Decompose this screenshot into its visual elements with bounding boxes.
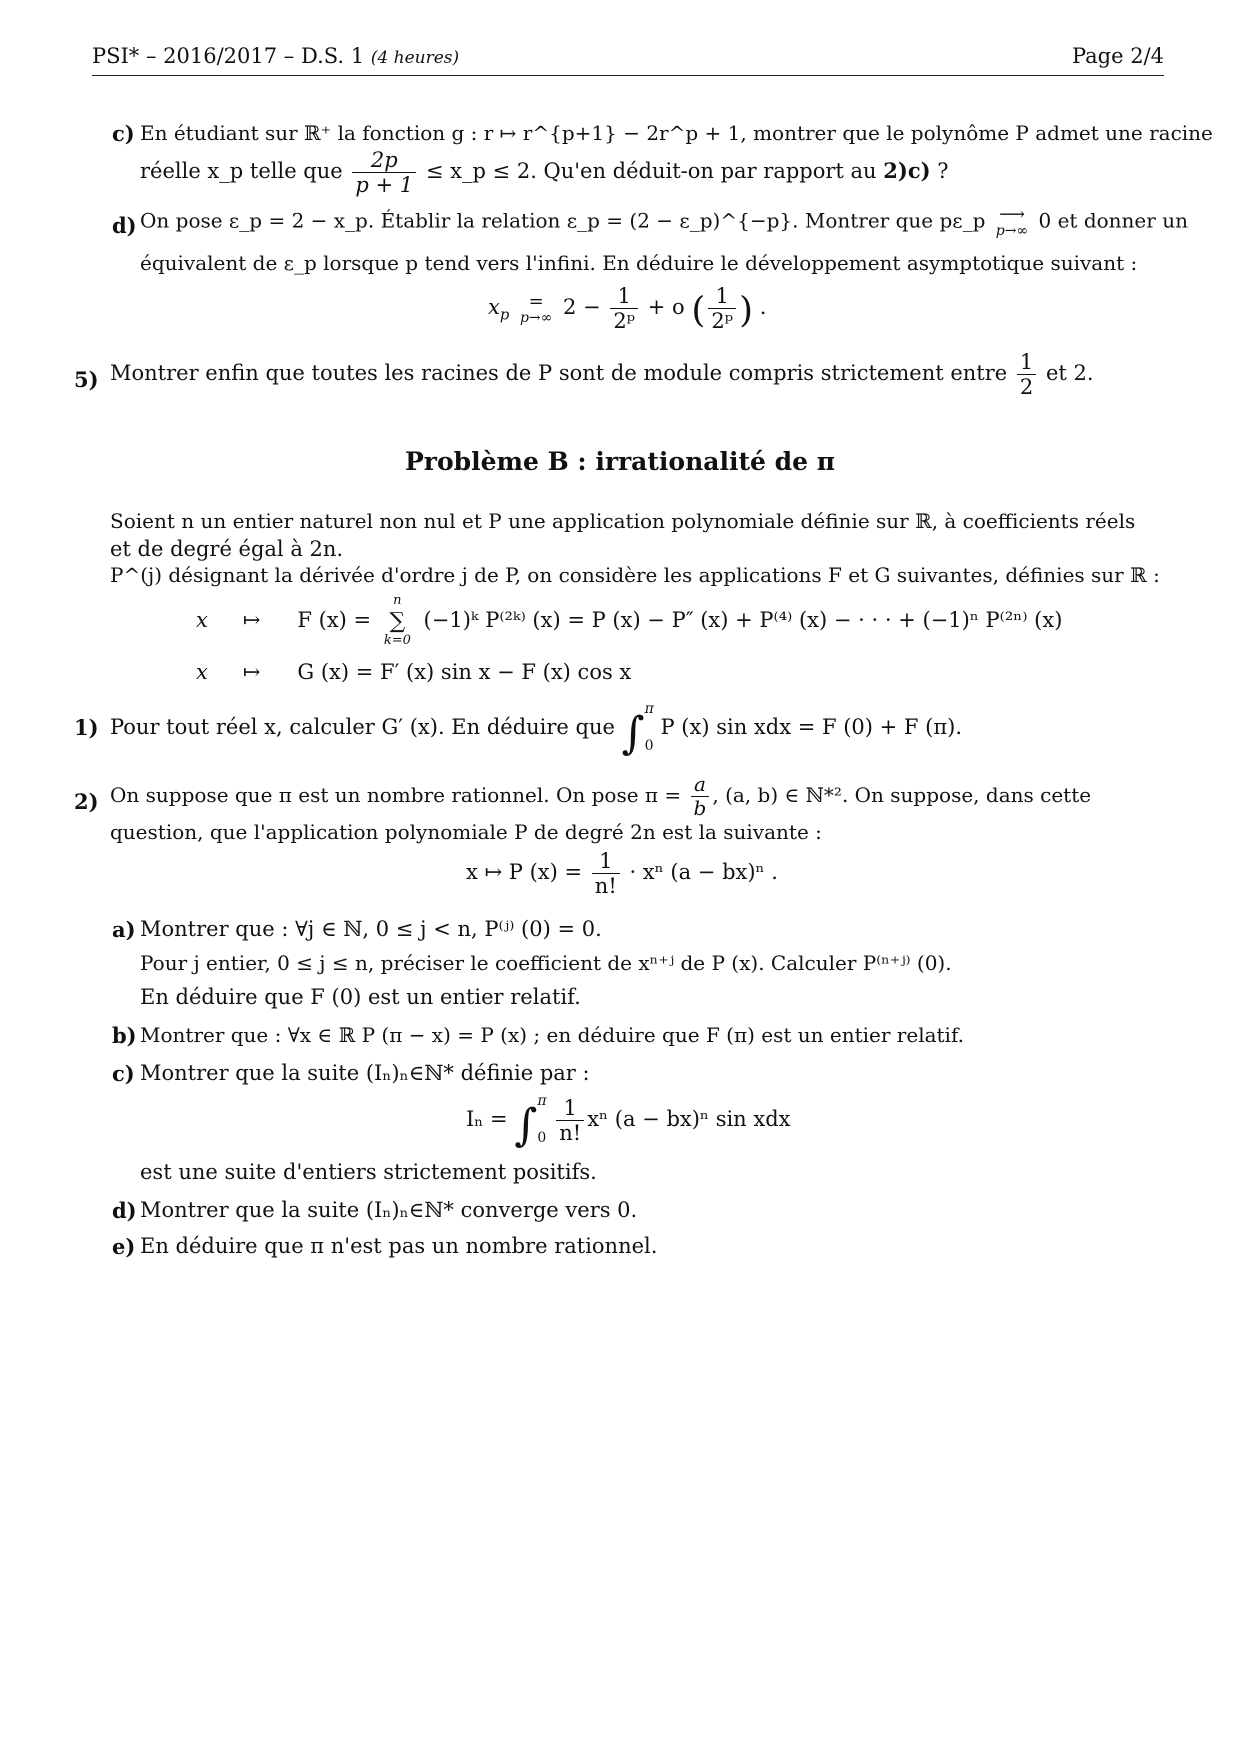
def-f-lhs: F (x) = <box>297 608 372 633</box>
probB-q2d-text: Montrer que la suite (Iₙ)ₙ∈ℕ* converge vers 0. <box>140 1198 638 1222</box>
q4c-line1: En étudiant sur ℝ⁺ la fonction g : r ↦ r^{p+1} − 2r^p + 1, montrer que le polynôme P admet une racine <box>140 121 1213 145</box>
q4c-label: c) <box>112 121 135 146</box>
probB-q1-int-limits <box>645 702 654 755</box>
q4d-eq-o: + o <box>647 295 685 320</box>
q5-frac-den: 2 <box>1019 375 1034 400</box>
def-f <box>196 594 1062 649</box>
header-duration: (4 heures) <box>370 48 460 68</box>
q4c-line2 <box>140 148 949 197</box>
q4d-eq-frac1-den: 2ᵖ <box>613 309 636 334</box>
q4d-eq-frac2-den: 2ᵖ <box>711 309 734 334</box>
probB-q2c-eq-post: xⁿ (a − bx)ⁿ sin xdx <box>587 1106 791 1131</box>
probB-q2-line1-post: , (a, b) ∈ ℕ*². On suppose, dans cette <box>712 783 1092 807</box>
q4c-frac-den: p + 1 <box>355 173 414 198</box>
probB-q2-eq-frac <box>592 849 620 898</box>
def-f-sum <box>381 594 414 649</box>
integral-sign: ∫ <box>621 708 645 759</box>
q5-text-pre: Montrer enfin que toutes les racines de P sont de module compris strictement entre <box>110 361 1008 386</box>
probB-q2-eq-pre: x ↦ P (x) = <box>466 860 583 885</box>
probB-q1-int-top: π <box>644 701 654 717</box>
problem-b-title: Problème B : irrationalité de π <box>404 447 836 476</box>
integral-sign: ∫ <box>514 1100 538 1151</box>
probB-q1-text-post: P (x) sin xdx = F (0) + F (π). <box>660 714 963 739</box>
q4d-line1 <box>140 206 1188 238</box>
q4d-eq-frac2 <box>708 284 736 333</box>
q4c-frac-num: 2p <box>352 148 416 173</box>
probB-q2-line1 <box>110 773 1091 820</box>
probB-q2-line2: question, que l'application polynomiale P de degré 2n est la suivante : <box>110 820 822 844</box>
q4d-eq-rparen: ) <box>739 289 754 331</box>
q4d-limit-arrow <box>996 206 1028 238</box>
probB-q2-fraction <box>691 773 710 820</box>
probB-intro-line1: Soient n un entier naturel non nul et P une application polynomiale définie sur ℝ, à coefficients réels <box>110 509 1136 533</box>
probB-q2b-text: Montrer que : ∀x ∈ ℝ P (π − x) = P (x) ; en déduire que F (π) est un entier relatif. <box>140 1023 964 1047</box>
q5-frac-num: 1 <box>1017 350 1036 375</box>
def-f-mapsto: ↦ <box>242 608 261 633</box>
q4d-arrow-bot: p→∞ <box>995 223 1029 239</box>
def-f-sum-top: n <box>393 593 402 608</box>
q4d-eq-frac2-num: 1 <box>708 284 736 309</box>
probB-q2a-line1: Montrer que : ∀j ∈ ℕ, 0 ≤ j < n, P⁽ʲ⁾ (0) = 0. <box>140 917 602 941</box>
q4d-eq-equals-sub: p→∞ <box>519 309 553 326</box>
probB-q1-text-pre: Pour tout réel x, calculer G′ (x). En déduire que <box>110 714 615 739</box>
def-f-sum-sign: ∑ <box>389 608 406 634</box>
q4d-eq-mid: 2 − <box>562 295 601 320</box>
def-g-formula: G (x) = F′ (x) sin x − F (x) cos x <box>297 660 632 684</box>
q5-label: 5) <box>74 367 99 392</box>
q4d-eq-equals-sign: = <box>528 290 544 312</box>
header-rule <box>92 75 1164 76</box>
q5-text <box>110 350 1094 399</box>
q4c-line2-end: ? <box>937 159 949 184</box>
q4d-label: d) <box>112 213 137 238</box>
probB-q2c-line2: est une suite d'entiers strictement positifs. <box>140 1160 597 1184</box>
q4c-line2-post: ≤ x_p ≤ 2. Qu'en déduit-on par rapport au <box>425 159 877 184</box>
probB-q2c-label: c) <box>112 1061 135 1086</box>
probB-q2c-int-top: π <box>537 1093 547 1109</box>
q4c-ref: 2)c) <box>883 158 931 184</box>
q4d-arrow-top: ⟶ <box>999 204 1025 225</box>
q4d-eq-frac1 <box>610 284 638 333</box>
probB-q2c-int-limits <box>537 1094 546 1147</box>
probB-q2e-label: e) <box>112 1234 136 1259</box>
q4d-line1-post: 0 et donner un <box>1038 208 1188 233</box>
q5-fraction <box>1017 350 1036 399</box>
probB-q2e-text: En déduire que π n'est pas un nombre rationnel. <box>140 1234 658 1258</box>
header-course: PSI* – 2016/2017 – D.S. 1 <box>92 44 365 68</box>
q4d-line1-pre: On pose ε_p = 2 − x_p. Établir la relation ε_p = (2 − ε_p)^{−p}. Montrer que pε_p <box>140 208 986 233</box>
q4d-line2: équivalent de ε_p lorsque p tend vers l'infini. En déduire le développement asymptotique suivant : <box>140 251 1138 275</box>
probB-q2-frac-den: b <box>693 796 707 820</box>
header-page-number: Page 2/4 <box>1071 44 1164 68</box>
probB-q2d-label: d) <box>112 1198 137 1223</box>
q4d-eq-lhs: x <box>488 295 500 320</box>
probB-q1-int-bot: 0 <box>644 738 654 755</box>
q4c-line2-pre: réelle x_p telle que <box>140 159 343 184</box>
def-g <box>196 660 631 685</box>
q4d-eq-frac1-num: 1 <box>610 284 638 309</box>
probB-q1-label: 1) <box>74 715 99 740</box>
def-f-sum-bot: k=0 <box>383 633 411 649</box>
probB-q2-eq-den: n! <box>594 874 617 899</box>
def-g-x: x <box>196 660 208 684</box>
probB-q2c-eq-lhs: Iₙ = <box>466 1106 508 1131</box>
probB-q2c-eq-frac <box>556 1096 584 1145</box>
header-left <box>92 44 459 69</box>
probB-q2-line1-pre: On suppose que π est un nombre rationnel. On pose π = <box>110 783 682 807</box>
q4d-eq-lparen: ( <box>691 289 706 331</box>
q4d-eq-lhs-sub: p <box>499 306 510 324</box>
probB-q2c-eq-num: 1 <box>556 1096 584 1121</box>
probB-q2c-eq-den: n! <box>559 1120 582 1145</box>
def-f-x: x <box>196 608 208 633</box>
q5-text-post: et 2. <box>1045 361 1094 386</box>
probB-q2a-label: a) <box>112 917 136 942</box>
probB-q2a-line3: En déduire que F (0) est un entier relatif. <box>140 985 581 1009</box>
probB-q2-frac-num: a <box>691 773 710 797</box>
probB-q1-text <box>110 702 962 761</box>
q4d-eq-equals <box>519 290 553 326</box>
probB-intro-line3: P^(j) désignant la dérivée d'ordre j de P, on considère les applications F et G suivantes, définies sur ℝ : <box>110 563 1160 587</box>
q4c-fraction <box>352 148 416 197</box>
probB-intro-line2: et de degré égal à 2n. <box>110 537 344 561</box>
probB-q2c-equation <box>466 1094 791 1153</box>
def-f-rhs: (−1)ᵏ P⁽²ᵏ⁾ (x) = P (x) − P″ (x) + P⁽⁴⁾ (x) − · · · + (−1)ⁿ P⁽²ⁿ⁾ (x) <box>423 608 1063 633</box>
q4d-eq-end: . <box>759 295 767 320</box>
probB-q2-eq-post: · xⁿ (a − bx)ⁿ . <box>629 860 778 885</box>
q4d-equation <box>488 284 766 333</box>
def-g-mapsto: ↦ <box>242 660 261 684</box>
probB-q2-label: 2) <box>74 789 99 814</box>
probB-q2-equation <box>466 849 778 898</box>
probB-q2a-line2: Pour j entier, 0 ≤ j ≤ n, préciser le coefficient de xⁿ⁺ʲ de P (x). Calculer P⁽ⁿ⁺ʲ⁾ (0). <box>140 951 952 975</box>
probB-q2c-line1: Montrer que la suite (Iₙ)ₙ∈ℕ* définie par : <box>140 1061 590 1085</box>
probB-q2c-int-bot: 0 <box>537 1130 547 1147</box>
probB-q2-eq-num: 1 <box>592 849 620 874</box>
probB-q2b-label: b) <box>112 1023 137 1048</box>
